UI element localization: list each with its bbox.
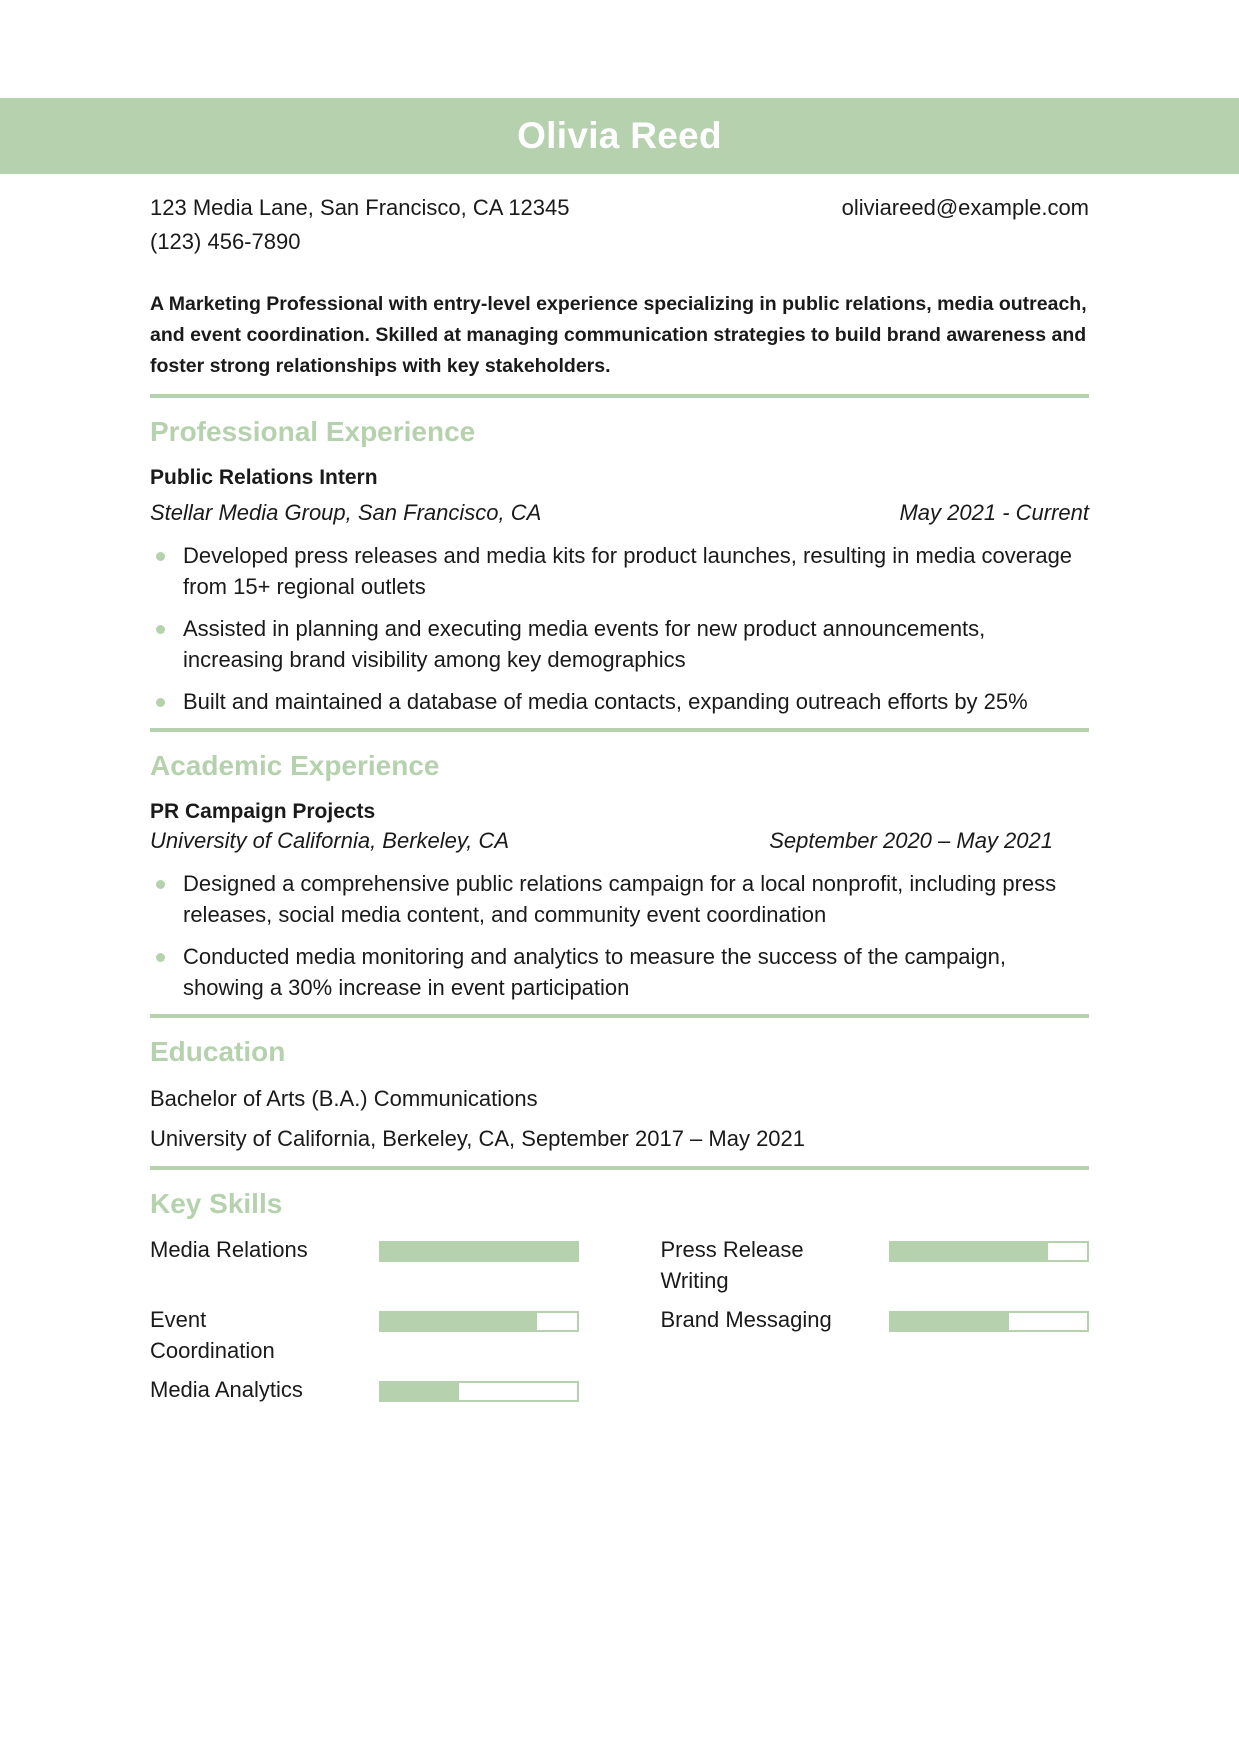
bullet-text: Designed a comprehensive public relations campaign for a local nonprofit, including press releases, social media content, and community event coordination <box>183 871 1057 927</box>
candidate-name: Olivia Reed <box>517 115 722 156</box>
bullet-icon <box>156 625 165 634</box>
skill-bar <box>379 1311 579 1332</box>
job-dates: May 2021 - Current <box>899 500 1089 525</box>
list-item <box>150 686 1089 717</box>
list-item <box>150 941 1089 1003</box>
skill-item <box>150 1304 579 1366</box>
project-meta <box>150 828 1053 854</box>
divider <box>150 394 1089 398</box>
divider <box>150 728 1089 732</box>
skill-label: Media Analytics <box>150 1377 303 1402</box>
skill-item <box>661 1304 1090 1366</box>
skills-grid <box>150 1234 1089 1405</box>
address: 123 Media Lane, San Francisco, CA 12345 <box>150 195 570 220</box>
academic-bullets <box>150 868 1089 1003</box>
skill-fill <box>381 1313 538 1330</box>
list-item <box>150 868 1089 930</box>
key-skills-heading: Key Skills <box>150 1188 283 1219</box>
skill-fill <box>381 1243 577 1260</box>
education-heading: Education <box>150 1036 286 1067</box>
skill-bar <box>889 1311 1089 1332</box>
degree: Bachelor of Arts (B.A.) Communications <box>150 1086 538 1111</box>
bullet-icon <box>156 953 165 962</box>
bullet-text: Assisted in planning and executing media events for new product announcements, increasing brand visibility among key demographics <box>183 616 986 672</box>
project-dates: September 2020 – May 2021 <box>769 828 1053 853</box>
header-band <box>0 98 1239 174</box>
bullet-text: Developed press releases and media kits for product launches, resulting in media coverage from 15+ regional outlets <box>183 543 1073 599</box>
summary: A Marketing Professional with entry-level experience specializing in public relations, media outreach, and event coordination. Skilled at managing communication strategies to build brand awareness and foster strong relationships with key stakeholders. <box>150 293 1087 377</box>
bullet-text: Conducted media monitoring and analytics to measure the success of the campaign, showing a 30% increase in event participation <box>183 944 1007 1000</box>
list-item <box>150 613 1089 675</box>
skill-item <box>150 1234 579 1296</box>
project-title: PR Campaign Projects <box>150 800 376 823</box>
bullet-icon <box>156 552 165 561</box>
professional-bullets <box>150 540 1089 717</box>
phone: (123) 456-7890 <box>150 229 301 254</box>
skill-bar <box>889 1241 1089 1262</box>
divider <box>150 1166 1089 1170</box>
list-item <box>150 540 1089 602</box>
skill-label: Press Release Writing <box>660 1237 804 1293</box>
project-org: University of California, Berkeley, CA <box>150 828 510 853</box>
skill-fill <box>381 1383 459 1400</box>
skill-bar <box>379 1241 579 1262</box>
skill-bar <box>379 1381 579 1402</box>
skill-item <box>661 1234 1090 1296</box>
contact-left <box>150 192 570 255</box>
academic-experience-heading: Academic Experience <box>150 750 440 781</box>
email-link[interactable]: oliviareed@example.com <box>841 195 1089 220</box>
skill-label: Media Relations <box>150 1237 308 1262</box>
skill-label: Event Coordination <box>150 1307 275 1363</box>
job-meta <box>150 500 1089 526</box>
professional-experience-heading: Professional Experience <box>150 416 476 447</box>
contact-info <box>150 192 1089 255</box>
bullet-icon <box>156 880 165 889</box>
bullet-text: Built and maintained a database of media contacts, expanding outreach efforts by 25% <box>183 689 1028 714</box>
skill-fill <box>891 1313 1009 1330</box>
skill-item <box>150 1374 579 1405</box>
divider <box>150 1014 1089 1018</box>
school: University of California, Berkeley, CA, September 2017 – May 2021 <box>150 1126 806 1151</box>
resume-body <box>150 192 1089 1405</box>
bullet-icon <box>156 698 165 707</box>
job-org: Stellar Media Group, San Francisco, CA <box>150 500 542 525</box>
job-title: Public Relations Intern <box>150 466 378 489</box>
skill-fill <box>891 1243 1048 1260</box>
skill-label: Brand Messaging <box>660 1307 832 1332</box>
